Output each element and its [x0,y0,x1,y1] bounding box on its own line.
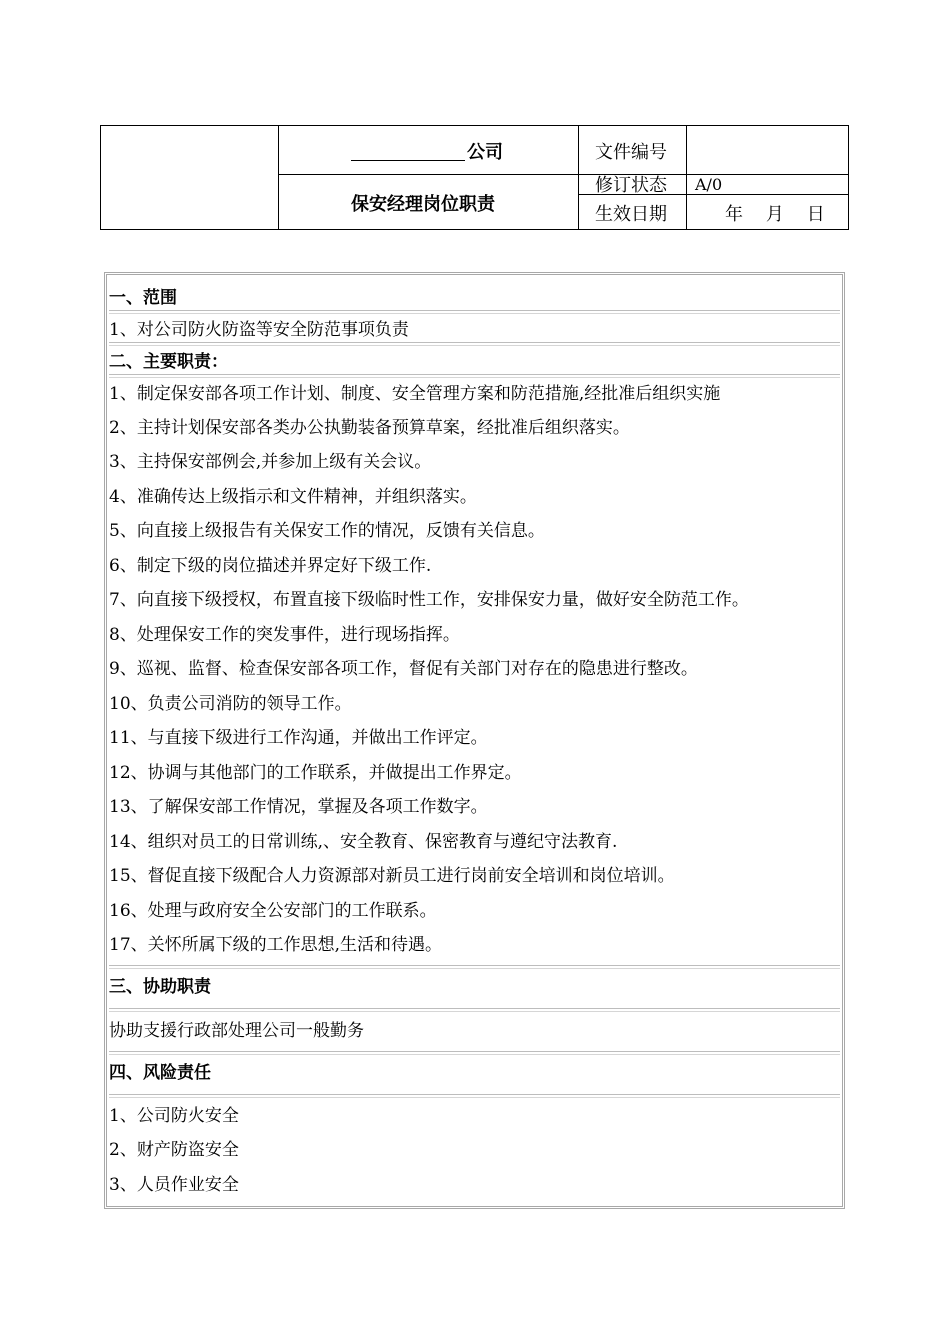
company-name-blank [351,142,465,161]
header-divider [578,126,579,229]
logo-cell [101,126,278,229]
list-item: 15、督促直接下级配合人力资源部对新员工进行岗前安全培训和岗位培训。 [109,865,675,886]
company-suffix: 公司 [467,142,503,163]
list-item: 1、公司防火安全 [109,1105,239,1126]
field-value-revision: A/0 [695,174,723,194]
section-title-risk: 四、风险责任 [109,1062,211,1083]
list-item: 4、准确传达上级指示和文件精神，并组织落实。 [109,486,477,507]
responsibilities-table [104,272,845,1209]
list-item: 10、负责公司消防的领导工作。 [109,693,352,714]
list-item: 17、关怀所属下级的工作思想,生活和待遇。 [109,934,443,955]
list-item: 5、向直接上级报告有关保安工作的情况，反馈有关信息。 [109,520,545,541]
company-name [351,136,503,166]
list-item: 11、与直接下级进行工作沟通，并做出工作评定。 [109,727,488,748]
list-item: 12、协调与其他部门的工作联系，并做提出工作界定。 [109,762,522,783]
header-divider [686,126,687,229]
header-divider [278,126,279,229]
section-title-assist: 三、协助职责 [109,976,211,997]
list-item: 16、处理与政府安全公安部门的工作联系。 [109,900,437,921]
header-divider [278,174,848,175]
section-title-main: 二、主要职责： [109,351,228,372]
row-separator [109,1008,840,1012]
document-title: 保安经理岗位职责 [351,194,495,215]
list-item: 协助支援行政部处理公司一般勤务 [109,1020,364,1041]
field-label-doc-number: 文件编号 [595,142,667,163]
document-header-table [100,125,849,230]
section-title-scope: 一、范围 [109,287,177,308]
list-item: 7、向直接下级授权，布置直接下级临时性工作，安排保安力量，做好安全防范工作。 [109,589,749,610]
row-separator [109,1094,840,1098]
list-item: 2、主持计划保安部各类办公执勤装备预算草案，经批准后组织落实。 [109,417,630,438]
list-item: 2、财产防盗安全 [109,1139,239,1160]
field-label-revision: 修订状态 [595,175,667,196]
list-item: 9、巡视、监督、检查保安部各项工作，督促有关部门对存在的隐患进行整改。 [109,658,698,679]
list-item: 14、组织对员工的日常训练,、安全教育、保密教育与遵纪守法教育. [109,831,618,852]
field-value-effective-date: 年 月 日 [725,204,825,225]
list-item: 6、制定下级的岗位描述并界定好下级工作. [109,555,432,576]
list-item: 3、人员作业安全 [109,1174,239,1195]
list-item: 3、主持保安部例会,并参加上级有关会议。 [109,451,432,472]
list-item: 8、处理保安工作的突发事件，进行现场指挥。 [109,624,460,645]
list-item: 1、对公司防火防盗等安全防范事项负责 [109,319,409,340]
list-item: 13、了解保安部工作情况，掌握及各项工作数字。 [109,796,488,817]
field-label-effective-date: 生效日期 [595,204,667,225]
list-item: 1、制定保安部各项工作计划、制度、安全管理方案和防范措施,经批准后组织实施 [109,383,721,404]
